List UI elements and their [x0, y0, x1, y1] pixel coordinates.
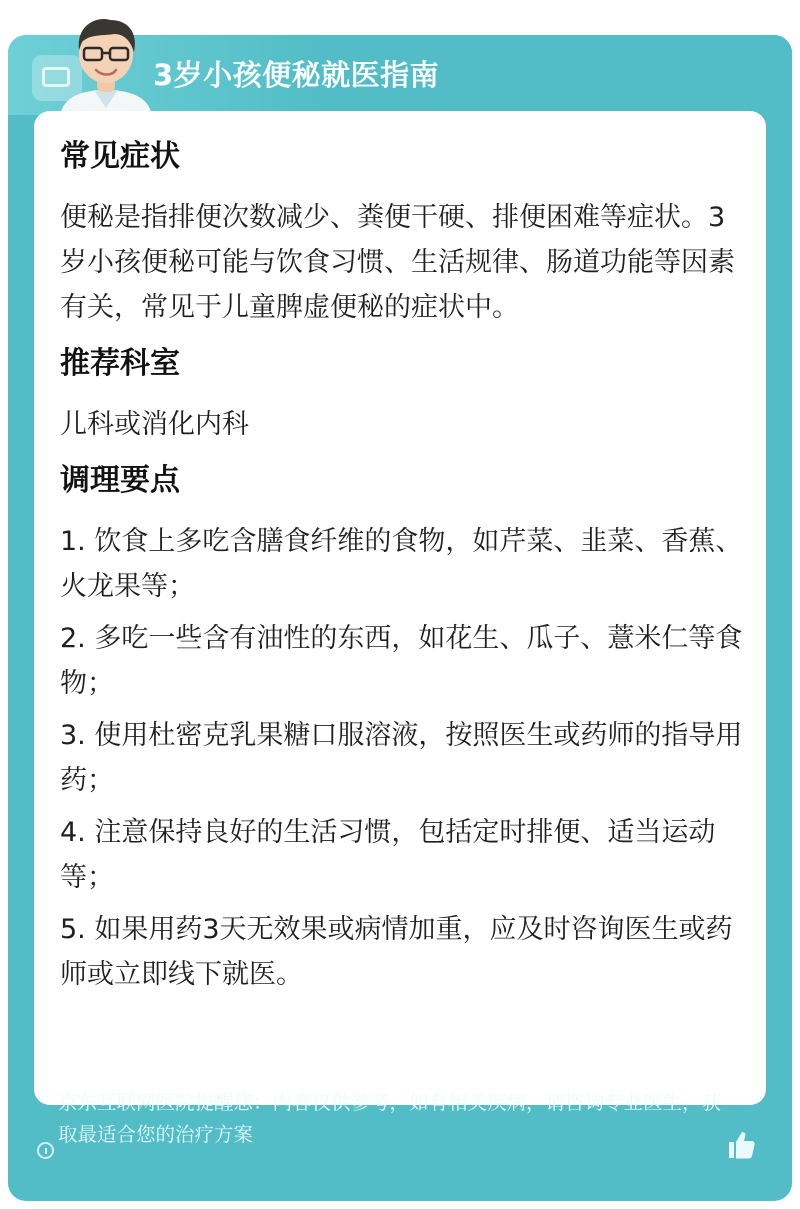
tip-item: 5. 如果用药3天无效果或病情加重，应及时咨询医生或药师或立即线下就医。 — [60, 914, 733, 990]
section-title-symptoms: 常见症状 — [60, 139, 180, 174]
tip-item: 4. 注意保持良好的生活习惯，包括定时排便、适当运动等； — [60, 817, 716, 893]
department-text: 儿科或消化内科 — [60, 409, 249, 440]
thumbs-up-icon[interactable] — [724, 1128, 758, 1162]
header-band — [8, 35, 792, 115]
tip-item: 2. 多吃一些含有油性的东西，如花生、瓜子、薏米仁等食物； — [60, 623, 743, 699]
section-title-department: 推荐科室 — [60, 346, 180, 381]
guide-panel — [8, 35, 792, 1201]
doctor-avatar — [50, 10, 162, 120]
content-card — [34, 111, 766, 1105]
page-title: 3岁小孩便秘就医指南 — [153, 58, 440, 92]
tip-item: 3. 使用杜密克乳果糖口服溶液，按照医生或药师的指导用药； — [60, 720, 743, 796]
info-icon — [37, 1142, 54, 1159]
footer-notice: 京东互联网医院提醒您：内容仅供参考，如有相关疾病，请咨询专业医生，获取最适合您的治疗方案 — [58, 1091, 722, 1146]
symptoms-text: 便秘是指排便次数减少、粪便干硬、排便困难等症状。3岁小孩便秘可能与饮食习惯、生活规律、肠道功能等因素有关，常见于儿童脾虚便秘的症状中。 — [60, 202, 735, 323]
tip-item: 1. 饮食上多吃含膳食纤维的食物，如芹菜、韭菜、香蕉、火龙果等； — [60, 526, 743, 602]
section-title-tips: 调理要点 — [60, 463, 180, 498]
